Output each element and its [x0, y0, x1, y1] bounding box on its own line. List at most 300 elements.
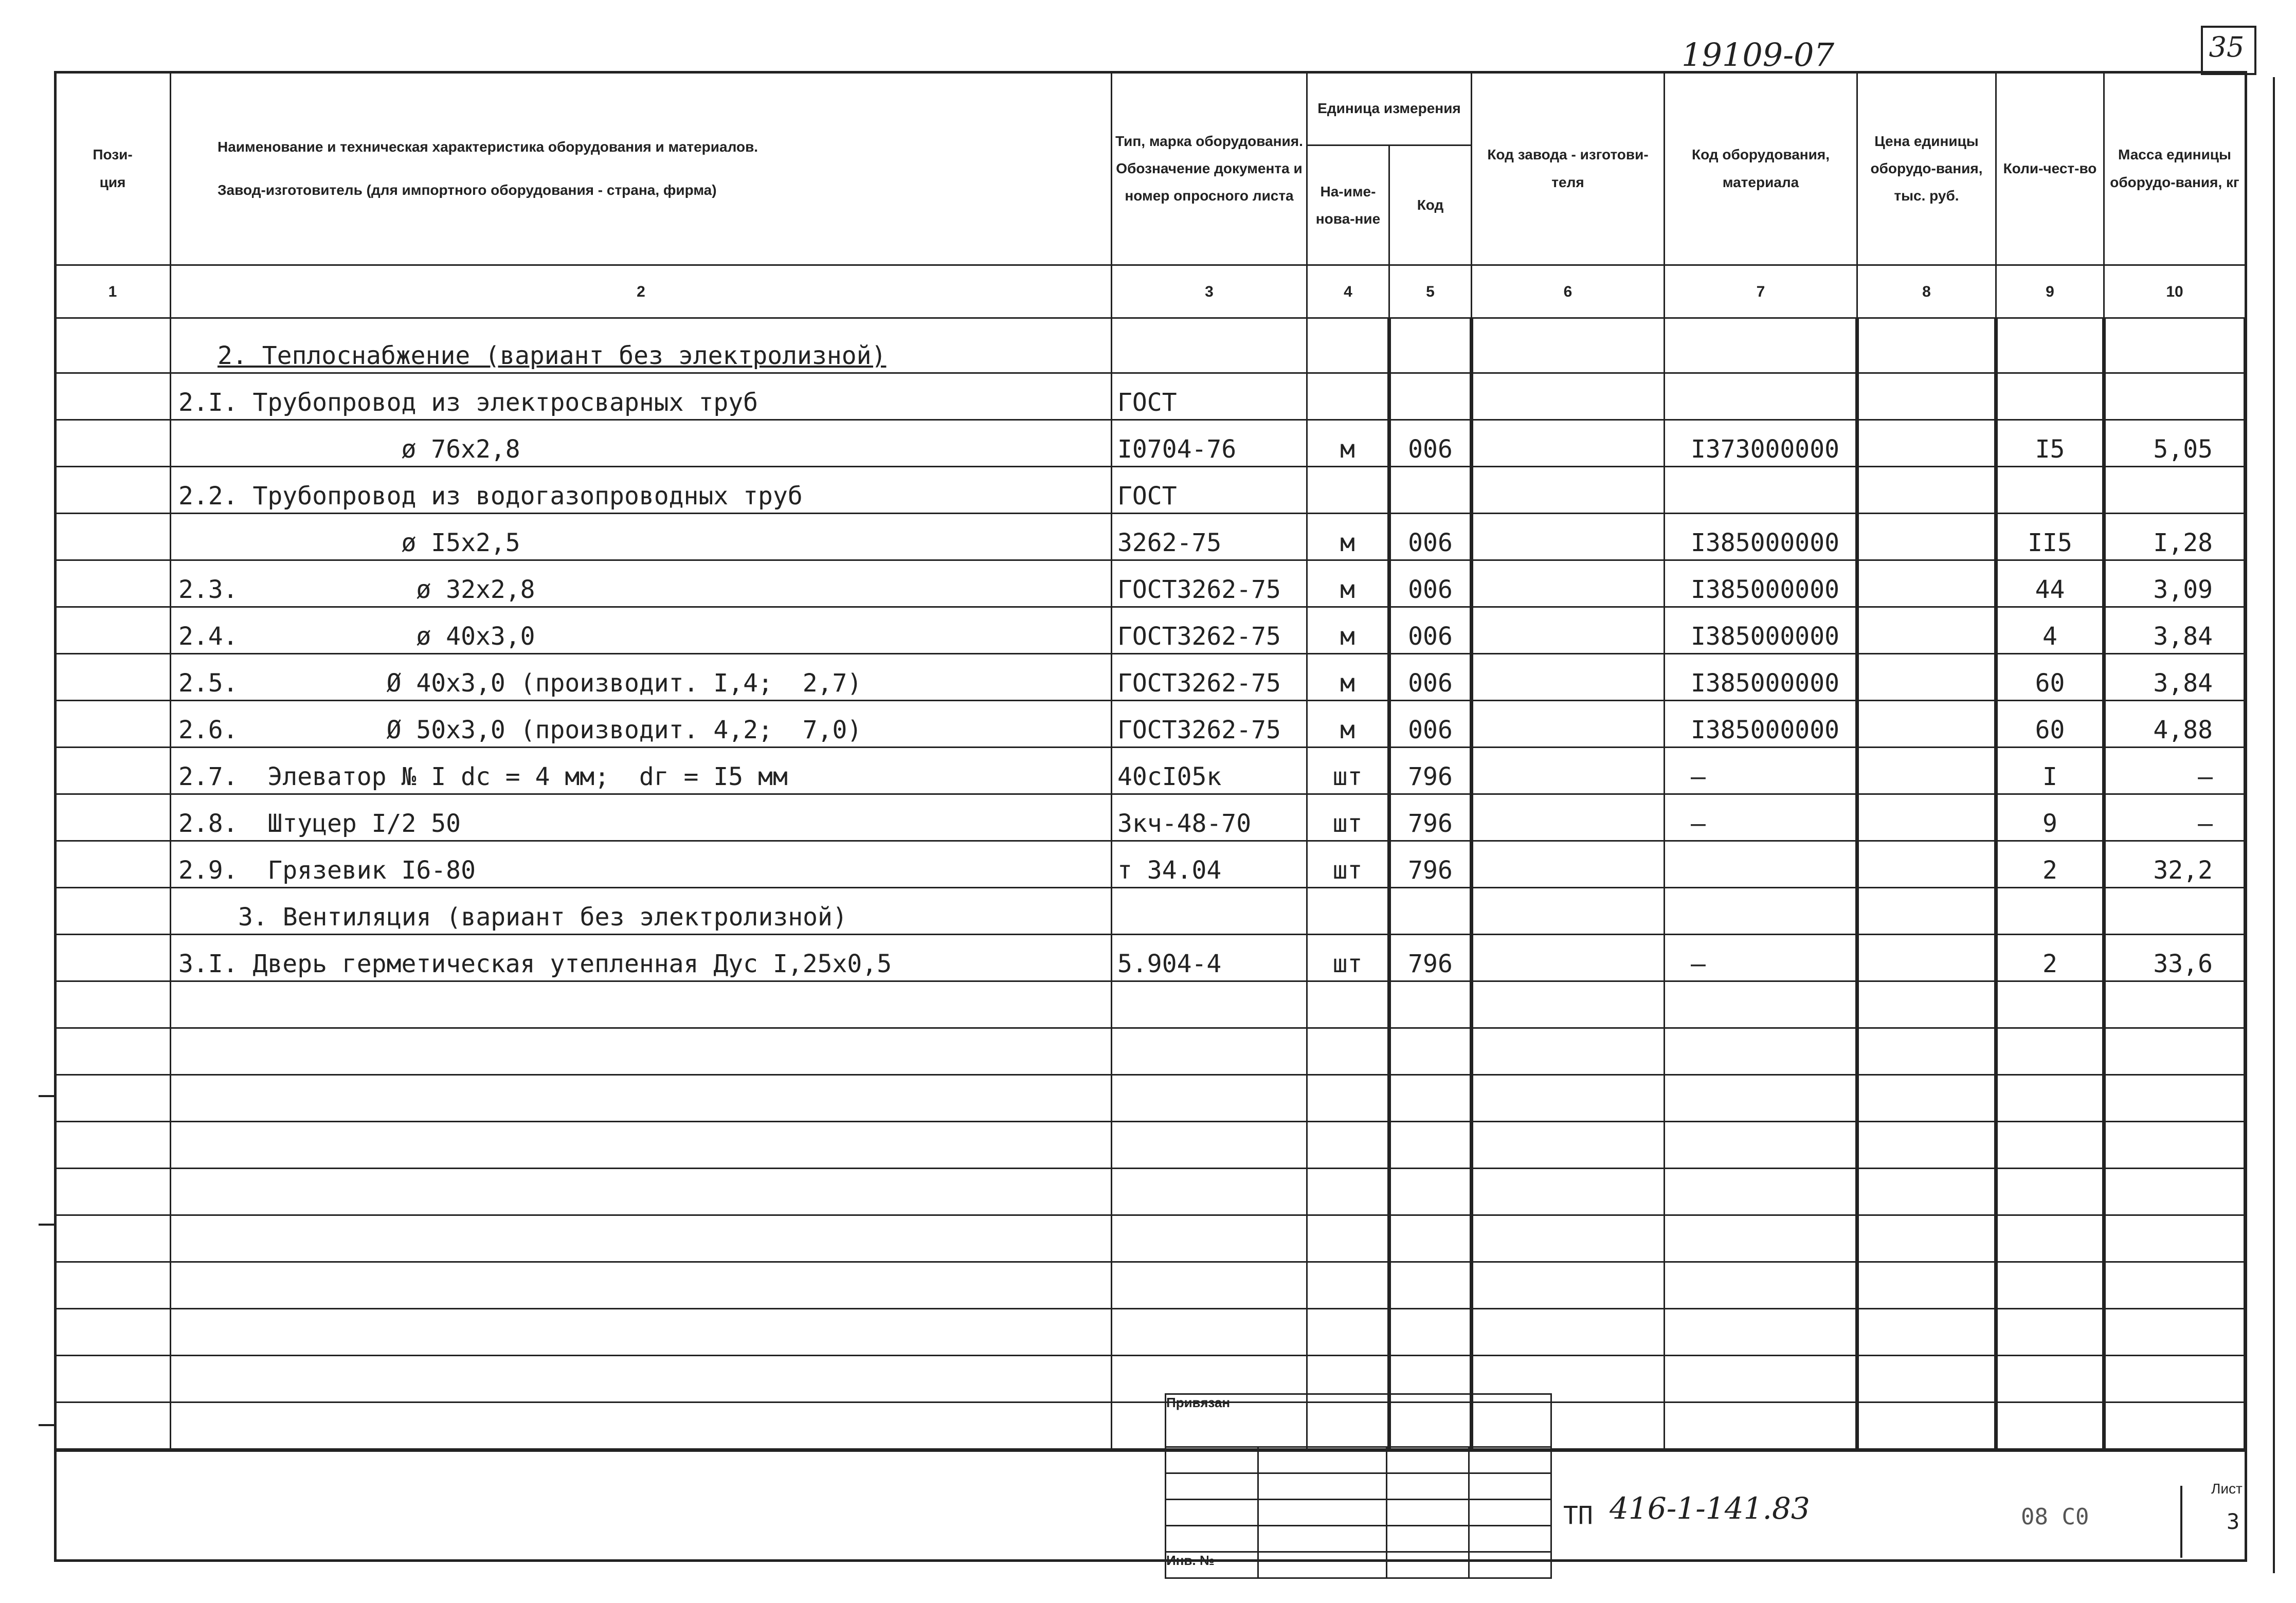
table-row	[55, 318, 2246, 373]
row-quantity	[1996, 888, 2104, 935]
row-unit: шт	[1307, 841, 1389, 888]
row-type	[1112, 1028, 1307, 1075]
row-quantity	[1996, 1122, 2104, 1169]
empty-table-row	[55, 1262, 2246, 1309]
row-equipment-code	[1665, 1309, 1857, 1356]
row-price	[1857, 1356, 1996, 1402]
row-mass	[2104, 1075, 2246, 1122]
row-position	[55, 1356, 171, 1402]
row-position	[55, 1075, 171, 1122]
row-factory-code	[1472, 467, 1665, 514]
empty-table-row	[55, 1028, 2246, 1075]
row-position	[55, 373, 171, 420]
sheet-label: Лист	[2211, 1481, 2243, 1497]
row-unit-code: 796	[1389, 841, 1472, 888]
empty-table-row	[55, 1402, 2246, 1450]
row-position	[55, 1309, 171, 1356]
row-type: ГОСТ	[1112, 467, 1307, 514]
empty-table-row	[55, 1215, 2246, 1262]
row-unit-code: 006	[1389, 607, 1472, 654]
row-quantity: I	[1996, 748, 2104, 794]
sheet-number: 3	[2227, 1509, 2240, 1534]
stamp-cell	[1469, 1552, 1551, 1578]
row-equipment-code	[1665, 981, 1857, 1028]
row-type	[1112, 1169, 1307, 1215]
row-quantity: 60	[1996, 654, 2104, 701]
row-position	[55, 560, 171, 607]
row-name: 2.4. ø 40x3,0	[171, 607, 1112, 654]
row-equipment-code	[1665, 1356, 1857, 1402]
row-type	[1112, 318, 1307, 373]
row-factory-code	[1472, 1262, 1665, 1309]
stamp-cell	[1166, 1473, 1258, 1500]
row-mass	[2104, 1028, 2246, 1075]
header-unit-price: Цена единицы оборудо-вания, тыс. руб.	[1857, 72, 1996, 265]
row-factory-code	[1472, 373, 1665, 420]
row-unit	[1307, 1169, 1389, 1215]
row-position	[55, 794, 171, 841]
table-row	[55, 654, 2246, 701]
row-type: ГОСТ3262-75	[1112, 701, 1307, 748]
table-row	[55, 701, 2246, 748]
row-factory-code	[1472, 1028, 1665, 1075]
row-factory-code	[1472, 935, 1665, 981]
col-number: 9	[1996, 265, 2104, 318]
row-mass	[2104, 318, 2246, 373]
row-mass: I,28	[2104, 514, 2246, 560]
row-factory-code	[1472, 1215, 1665, 1262]
row-name: 3.I. Дверь герметическая утепленная Дус I,25x0,5	[171, 935, 1112, 981]
row-position	[55, 1169, 171, 1215]
row-unit-code: 006	[1389, 701, 1472, 748]
header-name	[171, 72, 1112, 265]
row-type: ГОСТ3262-75	[1112, 560, 1307, 607]
row-unit: м	[1307, 420, 1389, 467]
row-unit: шт	[1307, 748, 1389, 794]
row-quantity	[1996, 1028, 2104, 1075]
stamp-cell	[1258, 1526, 1387, 1552]
row-quantity: 9	[1996, 794, 2104, 841]
row-name	[171, 1075, 1112, 1122]
row-mass	[2104, 1309, 2246, 1356]
document-code: 19109-07	[1682, 36, 1835, 74]
row-mass	[2104, 1215, 2246, 1262]
row-equipment-code	[1665, 1075, 1857, 1122]
stamp-cell	[1258, 1473, 1387, 1500]
row-equipment-code	[1665, 1122, 1857, 1169]
row-type: 3262-75	[1112, 514, 1307, 560]
row-factory-code	[1472, 1309, 1665, 1356]
row-unit	[1307, 467, 1389, 514]
stamp-cell	[1469, 1500, 1551, 1526]
row-type	[1112, 1075, 1307, 1122]
row-unit	[1307, 1122, 1389, 1169]
row-equipment-code	[1665, 373, 1857, 420]
row-equipment-code	[1665, 888, 1857, 935]
row-price	[1857, 514, 1996, 560]
row-type	[1112, 1309, 1307, 1356]
row-price	[1857, 1169, 1996, 1215]
header-name-line1: Наименование и техническая характеристика оборудования и материалов.	[218, 138, 758, 155]
row-quantity: 4	[1996, 607, 2104, 654]
header-type: Тип, марка оборудования. Обозначение документа и номер опросного листа	[1112, 72, 1307, 265]
row-price	[1857, 701, 1996, 748]
row-equipment-code: –	[1665, 935, 1857, 981]
table-row	[55, 607, 2246, 654]
row-unit	[1307, 1028, 1389, 1075]
row-mass	[2104, 981, 2246, 1028]
col-number: 8	[1857, 265, 1996, 318]
row-price	[1857, 373, 1996, 420]
row-unit: м	[1307, 560, 1389, 607]
row-mass: 3,84	[2104, 654, 2246, 701]
row-unit	[1307, 1309, 1389, 1356]
header-factory-code: Код завода - изготови-теля	[1472, 72, 1665, 265]
row-unit-code	[1389, 1075, 1472, 1122]
stamp-cell	[1469, 1526, 1551, 1552]
row-name	[171, 1309, 1112, 1356]
tp-label: ТП	[1563, 1501, 1593, 1530]
row-unit-code: 006	[1389, 654, 1472, 701]
row-unit-code	[1389, 981, 1472, 1028]
row-mass: 32,2	[2104, 841, 2246, 888]
row-price	[1857, 1075, 1996, 1122]
row-name	[171, 1169, 1112, 1215]
row-quantity	[1996, 1356, 2104, 1402]
col-number: 10	[2104, 265, 2246, 318]
stamp-cell	[1387, 1473, 1469, 1500]
row-position	[55, 607, 171, 654]
table-row	[55, 420, 2246, 467]
row-unit-code: 796	[1389, 794, 1472, 841]
row-unit-code	[1389, 1122, 1472, 1169]
col-number: 4	[1307, 265, 1389, 318]
empty-table-row	[55, 1075, 2246, 1122]
row-equipment-code: I385000000	[1665, 607, 1857, 654]
row-unit	[1307, 1262, 1389, 1309]
row-factory-code	[1472, 888, 1665, 935]
row-unit: м	[1307, 654, 1389, 701]
specification-table	[54, 71, 2247, 1452]
row-position	[55, 935, 171, 981]
row-mass	[2104, 1402, 2246, 1450]
row-quantity: 44	[1996, 560, 2104, 607]
row-type: 40cI05к	[1112, 748, 1307, 794]
table-row	[55, 935, 2246, 981]
row-factory-code	[1472, 748, 1665, 794]
stamp-cell	[1469, 1447, 1551, 1473]
row-position	[55, 1262, 171, 1309]
header-unit-group: Единица измерения	[1307, 72, 1472, 145]
row-position	[55, 1028, 171, 1075]
row-factory-code	[1472, 794, 1665, 841]
row-factory-code	[1472, 1075, 1665, 1122]
row-equipment-code: I385000000	[1665, 701, 1857, 748]
row-mass: 3,84	[2104, 607, 2246, 654]
empty-table-row	[55, 1356, 2246, 1402]
row-name	[171, 1356, 1112, 1402]
row-unit-code	[1389, 1169, 1472, 1215]
row-unit: м	[1307, 607, 1389, 654]
row-quantity	[1996, 1075, 2104, 1122]
row-name: 2.9. Грязевик I6-80	[171, 841, 1112, 888]
row-unit-code: 006	[1389, 514, 1472, 560]
row-price	[1857, 318, 1996, 373]
row-price	[1857, 560, 1996, 607]
row-mass: 33,6	[2104, 935, 2246, 981]
row-quantity	[1996, 467, 2104, 514]
row-unit-code	[1389, 1309, 1472, 1356]
row-name: 2. Теплоснабжение (вариант без электролизной)	[171, 318, 1112, 373]
row-quantity	[1996, 318, 2104, 373]
row-price	[1857, 1262, 1996, 1309]
header-unit-code: Код	[1389, 145, 1472, 265]
row-name	[171, 1122, 1112, 1169]
row-mass	[2104, 1356, 2246, 1402]
row-price	[1857, 1028, 1996, 1075]
row-price	[1857, 935, 1996, 981]
row-quantity	[1996, 1262, 2104, 1309]
row-mass: –	[2104, 794, 2246, 841]
row-position	[55, 1122, 171, 1169]
row-name: 3. Вентиляция (вариант без электролизной)	[171, 888, 1112, 935]
row-unit-code: 796	[1389, 935, 1472, 981]
row-mass: 3,09	[2104, 560, 2246, 607]
header-unit-name: На-име-нова-ние	[1307, 145, 1389, 265]
col-number: 1	[55, 265, 171, 318]
row-name: 2.8. Штуцер I/2 50	[171, 794, 1112, 841]
table-row	[55, 888, 2246, 935]
row-position	[55, 318, 171, 373]
empty-table-row	[55, 1309, 2246, 1356]
row-position	[55, 514, 171, 560]
row-factory-code	[1472, 841, 1665, 888]
row-name: 2.7. Элеватор № I dc = 4 мм; dг = I5 мм	[171, 748, 1112, 794]
row-equipment-code	[1665, 1262, 1857, 1309]
row-unit-code	[1389, 373, 1472, 420]
row-price	[1857, 888, 1996, 935]
row-name: 2.6. Ø 50x3,0 (производит. 4,2; 7,0)	[171, 701, 1112, 748]
row-unit: шт	[1307, 935, 1389, 981]
row-unit-code: 006	[1389, 560, 1472, 607]
row-mass: –	[2104, 748, 2246, 794]
row-position	[55, 841, 171, 888]
empty-table-row	[55, 1122, 2246, 1169]
table-row	[55, 373, 2246, 420]
sheet-edge-line	[2273, 77, 2275, 1573]
row-factory-code	[1472, 701, 1665, 748]
row-position	[55, 981, 171, 1028]
stamp-cell	[1258, 1552, 1387, 1578]
sheet-code: 08 С0	[2021, 1504, 2089, 1530]
row-position	[55, 701, 171, 748]
stamp-cell	[1387, 1500, 1469, 1526]
stamp-cell	[1166, 1526, 1258, 1552]
row-type	[1112, 981, 1307, 1028]
row-type	[1112, 1215, 1307, 1262]
row-factory-code	[1472, 981, 1665, 1028]
row-equipment-code: I385000000	[1665, 514, 1857, 560]
row-unit	[1307, 888, 1389, 935]
title-block-stamp	[1165, 1393, 1552, 1579]
row-factory-code	[1472, 514, 1665, 560]
row-unit-code	[1389, 318, 1472, 373]
row-quantity: II5	[1996, 514, 2104, 560]
stamp-cell	[1166, 1447, 1258, 1473]
page-number: 35	[2209, 31, 2245, 63]
empty-table-row	[55, 981, 2246, 1028]
row-name	[171, 1262, 1112, 1309]
header-quantity: Коли-чест-во	[1996, 72, 2104, 265]
row-factory-code	[1472, 1169, 1665, 1215]
row-type: ГОСТ3262-75	[1112, 607, 1307, 654]
row-name: 2.2. Трубопровод из водогазопроводных труб	[171, 467, 1112, 514]
row-mass: 5,05	[2104, 420, 2246, 467]
row-price	[1857, 420, 1996, 467]
row-unit-code: 796	[1389, 748, 1472, 794]
row-name	[171, 1028, 1112, 1075]
row-type	[1112, 1262, 1307, 1309]
row-quantity: 2	[1996, 935, 2104, 981]
row-equipment-code	[1665, 1028, 1857, 1075]
row-type: 3кч-48-70	[1112, 794, 1307, 841]
row-unit: м	[1307, 514, 1389, 560]
row-name: ø I5x2,5	[171, 514, 1112, 560]
header-position: Пози- ция	[55, 72, 171, 265]
row-name: 2.I. Трубопровод из электросварных труб	[171, 373, 1112, 420]
table-row	[55, 748, 2246, 794]
row-unit-code	[1389, 467, 1472, 514]
row-price	[1857, 1215, 1996, 1262]
row-type: 5.904-4	[1112, 935, 1307, 981]
row-quantity: 2	[1996, 841, 2104, 888]
row-price	[1857, 607, 1996, 654]
row-position	[55, 1402, 171, 1450]
stamp-cell	[1469, 1473, 1551, 1500]
row-unit	[1307, 318, 1389, 373]
row-name	[171, 981, 1112, 1028]
table-row	[55, 514, 2246, 560]
row-price	[1857, 748, 1996, 794]
row-factory-code	[1472, 654, 1665, 701]
row-price	[1857, 654, 1996, 701]
row-price	[1857, 841, 1996, 888]
row-equipment-code	[1665, 467, 1857, 514]
row-name	[171, 1402, 1112, 1450]
row-factory-code	[1472, 1122, 1665, 1169]
row-unit-code	[1389, 1262, 1472, 1309]
stamp-cell	[1258, 1500, 1387, 1526]
row-equipment-code: I385000000	[1665, 560, 1857, 607]
row-mass	[2104, 1122, 2246, 1169]
header-equipment-code: Код оборудования, материала	[1665, 72, 1857, 265]
empty-table-row	[55, 1169, 2246, 1215]
header-unit-mass: Масса единицы оборудо-вания, кг	[2104, 72, 2246, 265]
row-equipment-code	[1665, 841, 1857, 888]
row-position	[55, 420, 171, 467]
stamp-cell	[1258, 1447, 1387, 1473]
row-unit-code	[1389, 1215, 1472, 1262]
row-quantity: I5	[1996, 420, 2104, 467]
row-position	[55, 888, 171, 935]
row-type	[1112, 1122, 1307, 1169]
col-number: 6	[1472, 265, 1665, 318]
row-price	[1857, 467, 1996, 514]
row-equipment-code: I373000000	[1665, 420, 1857, 467]
row-unit: шт	[1307, 794, 1389, 841]
row-equipment-code: –	[1665, 748, 1857, 794]
row-quantity	[1996, 981, 2104, 1028]
row-type: ГОСТ	[1112, 373, 1307, 420]
row-equipment-code	[1665, 1402, 1857, 1450]
stamp-cell	[1166, 1500, 1258, 1526]
row-mass	[2104, 467, 2246, 514]
row-unit-code	[1389, 888, 1472, 935]
row-name: ø 76x2,8	[171, 420, 1112, 467]
table-row	[55, 560, 2246, 607]
row-position	[55, 654, 171, 701]
row-price	[1857, 1122, 1996, 1169]
stamp-cell	[1387, 1552, 1469, 1578]
row-price	[1857, 981, 1996, 1028]
stamp-cell	[1387, 1526, 1469, 1552]
row-quantity: 60	[1996, 701, 2104, 748]
row-mass	[2104, 1169, 2246, 1215]
row-unit	[1307, 373, 1389, 420]
row-price	[1857, 1309, 1996, 1356]
row-position	[55, 467, 171, 514]
row-mass	[2104, 888, 2246, 935]
row-mass	[2104, 373, 2246, 420]
row-equipment-code	[1665, 1169, 1857, 1215]
row-name	[171, 1215, 1112, 1262]
row-quantity	[1996, 1169, 2104, 1215]
row-name: 2.5. Ø 40x3,0 (производит. I,4; 2,7)	[171, 654, 1112, 701]
row-unit	[1307, 1215, 1389, 1262]
row-quantity	[1996, 1309, 2104, 1356]
row-mass: 4,88	[2104, 701, 2246, 748]
col-number: 7	[1665, 265, 1857, 318]
col-number: 3	[1112, 265, 1307, 318]
row-factory-code	[1472, 420, 1665, 467]
table-row	[55, 467, 2246, 514]
row-equipment-code	[1665, 1215, 1857, 1262]
row-type: т 34.04	[1112, 841, 1307, 888]
row-name: 2.3. ø 32x2,8	[171, 560, 1112, 607]
header-name-line2: Завод-изготовитель (для импортного оборудования - страна, фирма)	[218, 181, 717, 198]
row-unit-code	[1389, 1028, 1472, 1075]
row-mass	[2104, 1262, 2246, 1309]
inv-no-label: Инв. №	[1166, 1552, 1258, 1578]
row-quantity	[1996, 1215, 2104, 1262]
stamp-cell	[1387, 1447, 1469, 1473]
row-type: ГОСТ3262-75	[1112, 654, 1307, 701]
row-type	[1112, 888, 1307, 935]
row-price	[1857, 794, 1996, 841]
row-price	[1857, 1402, 1996, 1450]
row-factory-code	[1472, 607, 1665, 654]
row-factory-code	[1472, 318, 1665, 373]
row-unit	[1307, 1075, 1389, 1122]
table-row	[55, 841, 2246, 888]
row-position	[55, 1215, 171, 1262]
row-equipment-code: I385000000	[1665, 654, 1857, 701]
row-quantity	[1996, 373, 2104, 420]
row-equipment-code	[1665, 318, 1857, 373]
row-quantity	[1996, 1402, 2104, 1450]
row-unit	[1307, 981, 1389, 1028]
row-type: I0704-76	[1112, 420, 1307, 467]
